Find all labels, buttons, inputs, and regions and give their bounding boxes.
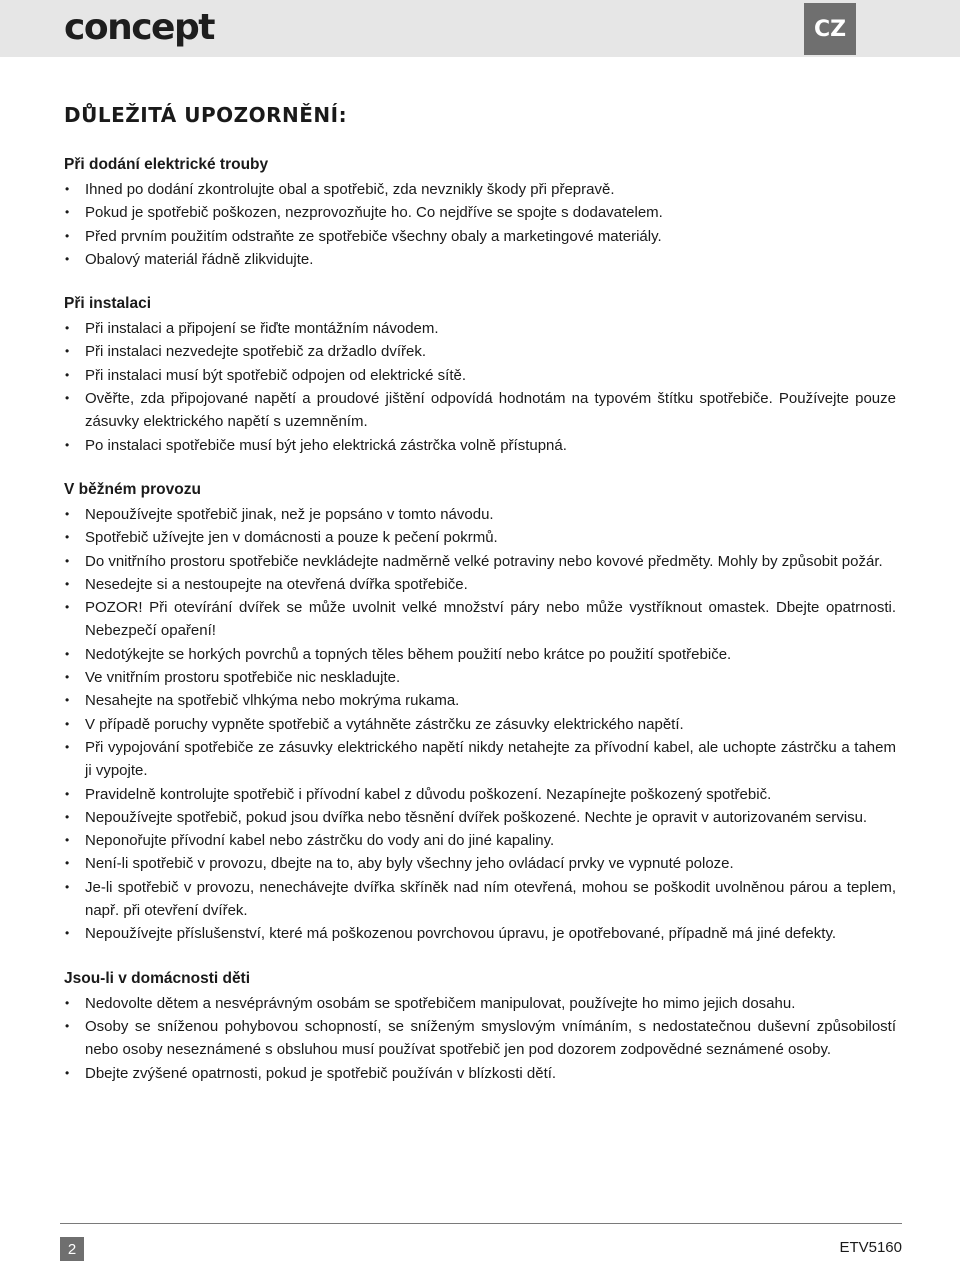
list-item (64, 1015, 896, 1062)
list-item (64, 340, 896, 363)
bullet-icon: • (65, 553, 70, 568)
bullet-icon: • (65, 809, 70, 824)
bullet-icon: • (65, 367, 70, 382)
bullet-icon: • (65, 786, 70, 801)
bullet-icon: • (65, 182, 70, 196)
list-item (64, 434, 896, 457)
list-item-text: Není-li spotřebič v provozu, dbejte na to, aby byly všechny jeho ovládací prvky ve vypnuté poloze. (85, 855, 734, 873)
list-item-text: Je-li spotřebič v provozu, nenechávejte dvířka skříněk nad ním otevřená, mohou se poškodit uvolněnou párou a teplem, např. při otevření dvířek. (85, 878, 896, 920)
bullet-icon: • (65, 693, 70, 708)
list-item (64, 922, 896, 945)
list-item (64, 992, 896, 1015)
bullet-icon: • (65, 228, 70, 243)
bullet-icon: • (65, 506, 70, 521)
list-item (64, 248, 896, 271)
bullet-icon: • (65, 437, 70, 452)
list-item-text: Nepoužívejte příslušenství, které má poškozenou povrchovou úpravu, je opotřebované, případně má jiné defekty. (85, 925, 836, 943)
bullet-icon: • (65, 321, 70, 336)
bullet-icon: • (65, 879, 70, 894)
list-item-text: Ve vnitřním prostoru spotřebiče nic neskladujte. (85, 669, 401, 687)
list-item-text: Pokud je spotřebič poškozen, nezprovozňujte ho. Co nejdříve se spojte s dodavatelem. (85, 204, 663, 222)
list-item (64, 317, 896, 340)
list-item (64, 387, 896, 434)
section-heading: Jsou-li v domácnosti děti (64, 969, 251, 987)
list-item-text: Neponořujte přívodní kabel nebo zástrčku do vody ani do jiné kapaliny. (85, 832, 555, 850)
bullet-icon: • (65, 646, 70, 661)
list-item (64, 178, 896, 201)
list-item (64, 503, 896, 526)
list-item (64, 201, 896, 224)
list-item-text: Spotřebič užívejte jen v domácnosti a pouze k pečení pokrmů. (85, 529, 498, 547)
section-heading: V běžném provozu (64, 480, 201, 498)
section (64, 293, 896, 457)
list-item-text: Nesedejte si a nestoupejte na otevřená dvířka spotřebiče. (85, 575, 468, 593)
bullet-icon: • (65, 205, 70, 220)
list-item-text: Osoby se sníženou pohybovou schopností, se sníženým smyslovým vnímáním, s nedostatečnou duševní způsobilostí nebo osoby neseznámené s obsluhou musí používat spotřebič jen pod dozorem zodpovědné seznámené osoby. (85, 1017, 896, 1059)
language-badge: CZ (804, 3, 856, 55)
list-item (64, 596, 896, 643)
list-item-text: Při vypojování spotřebiče ze zásuvky elektrického napětí nikdy netahejte za přívodní kabel, ale uchopte zástrčku a tahem ji vypojte. (85, 738, 896, 780)
list-item-text: Ověřte, zda připojované napětí a proudové jištění odpovídá hodnotám na typovém štítku spotřebiče. Používejte pouze zásuvky elektrického napětí s uzemněním. (85, 390, 896, 431)
page-title: DŮLEŽITÁ UPOZORNĚNÍ: (64, 103, 348, 127)
list-item-text: Obalový materiál řádně zlikvidujte. (85, 250, 314, 268)
list-item (64, 573, 896, 596)
list-item-text: V případě poruchy vypněte spotřebič a vytáhněte zástrčku ze zásuvky elektrického napětí. (85, 715, 684, 733)
bullet-icon: • (65, 600, 70, 615)
main-content (64, 100, 896, 1085)
bullet-icon: • (65, 670, 70, 685)
footer-divider (60, 1223, 902, 1224)
list-item (64, 806, 896, 829)
list-item (64, 1062, 896, 1085)
list-item-text: Nepoužívejte spotřebič jinak, než je popsáno v tomto návodu. (85, 505, 494, 523)
list-item (64, 829, 896, 852)
list-item (64, 643, 896, 666)
list-item (64, 666, 896, 689)
section (64, 479, 896, 946)
bullet-icon: • (65, 716, 70, 731)
list-item (64, 876, 896, 923)
list-item-text: Pravidelně kontrolujte spotřebič i přívodní kabel z důvodu poškození. Nezapínejte poškozený spotřebič. (85, 785, 772, 803)
list-item (64, 550, 896, 573)
list-item (64, 364, 896, 387)
list-item-text: Nedovolte dětem a nesvéprávným osobám se spotřebičem manipulovat, používejte ho mimo jejich dosahu. (85, 994, 796, 1012)
bullet-icon: • (65, 576, 70, 591)
page-number: 2 (60, 1237, 84, 1261)
list-item-text: Při instalaci musí být spotřebič odpojen od elektrické sítě. (85, 366, 467, 384)
bullet-icon: • (65, 251, 70, 266)
section-heading: Při instalaci (64, 295, 152, 313)
list-item (64, 713, 896, 736)
list-item (64, 783, 896, 806)
bullet-icon: • (65, 1065, 70, 1080)
list-item-text: POZOR! Při otevírání dvířek se může uvolnit velké množství páry nebo může vystříknout omastek. Dbejte opatrnosti. Nebezpečí opaření! (85, 599, 896, 640)
section-heading: Při dodání elektrické trouby (64, 156, 269, 173)
list-item (64, 852, 896, 875)
bullet-icon: • (65, 995, 70, 1010)
list-item-text: Nepoužívejte spotřebič, pokud jsou dvířka nebo těsnění dvířek poškozené. Nechte je opravit v autorizovaném servisu. (85, 808, 868, 826)
list-item (64, 225, 896, 248)
list-item-text: Ihned po dodání zkontrolujte obal a spotřebič, zda nevznikly škody při přepravě. (85, 181, 615, 198)
list-item-text: Po instalaci spotřebiče musí být jeho elektrická zástrčka volně přístupná. (85, 436, 567, 454)
brand-logo: concept (64, 7, 214, 48)
bullet-icon: • (65, 833, 70, 848)
bullet-icon: • (65, 856, 70, 871)
bullet-icon: • (65, 530, 70, 545)
bullet-icon: • (65, 1018, 70, 1033)
list-item-text: Při instalaci nezvedejte spotřebič za držadlo dvířek. (85, 343, 427, 361)
list-item-text: Dbejte zvýšené opatrnosti, pokud je spotřebič používán v blízkosti dětí. (85, 1064, 557, 1082)
bullet-list (64, 992, 896, 1085)
bullet-list (64, 317, 896, 457)
list-item-text: Nedotýkejte se horkých povrchů a topných těles během použití nebo krátce po použití spotřebiče. (85, 645, 732, 663)
bullet-list (64, 503, 896, 946)
section (64, 968, 896, 1085)
sections-container (64, 154, 896, 1085)
list-item-text: Nesahejte na spotřebič vlhkýma nebo mokrýma rukama. (85, 692, 460, 710)
bullet-icon: • (65, 344, 70, 359)
bullet-list (64, 178, 896, 271)
bullet-icon: • (65, 391, 70, 406)
bullet-icon: • (65, 739, 70, 754)
list-item (64, 526, 896, 549)
model-number: ETV5160 (839, 1239, 902, 1256)
list-item (64, 736, 896, 783)
list-item-text: Před prvním použitím odstraňte ze spotřebiče všechny obaly a marketingové materiály. (85, 227, 662, 245)
list-item-text: Do vnitřního prostoru spotřebiče nevkládejte nadměrně velké potraviny nebo kovové předměty. Mohly by způsobit požár. (85, 552, 883, 570)
section (64, 154, 896, 271)
list-item-text: Při instalaci a připojení se řiďte montážním návodem. (85, 320, 439, 338)
list-item (64, 689, 896, 712)
bullet-icon: • (65, 926, 70, 941)
header-bar (0, 0, 960, 57)
